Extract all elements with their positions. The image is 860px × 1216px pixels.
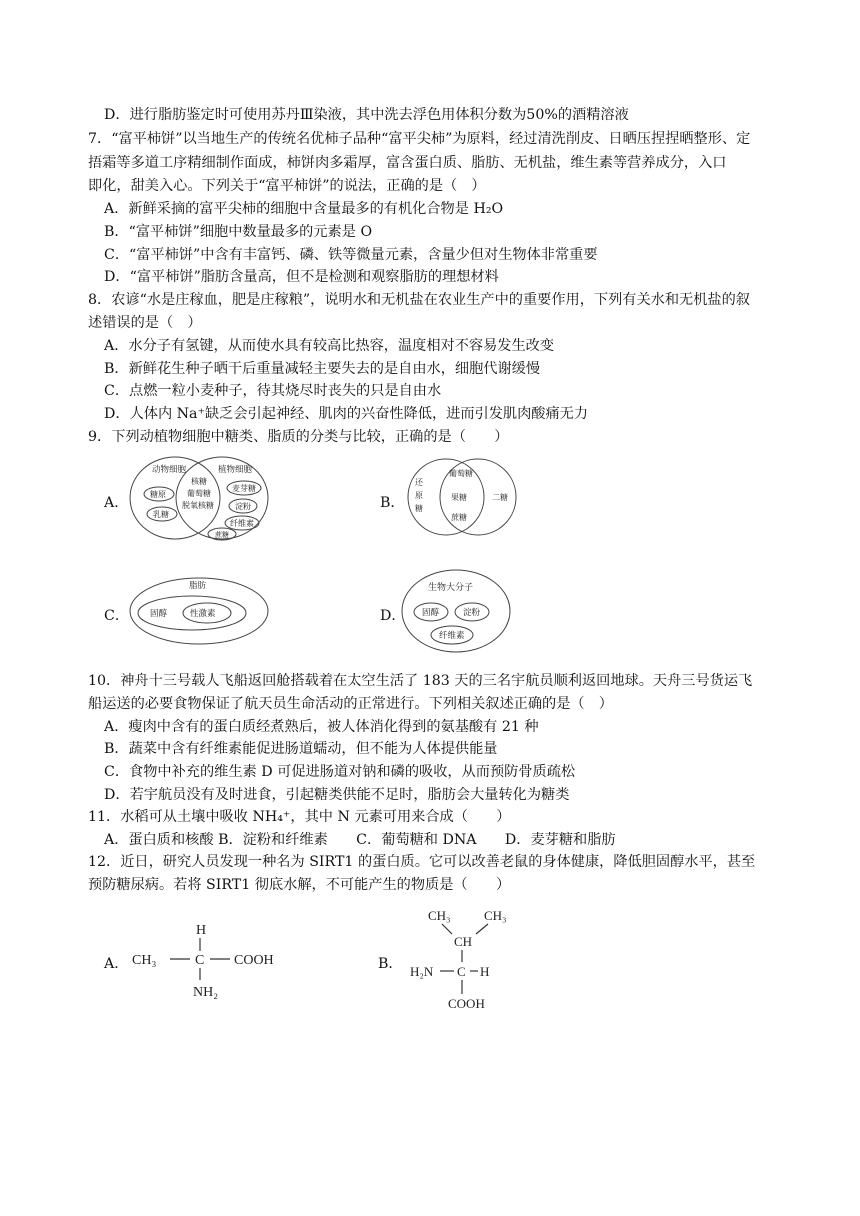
q6-option-d: D．进行脂肪鉴定时可使用苏丹Ⅲ染液，其中洗去浮色用体积分数为50%的酒精溶液 [104,107,629,123]
venn-b-reducing-sugar-1: 还 [415,478,423,487]
struct-a-cooh: COOH [234,953,274,968]
diagram-d-macromolecule: 生物大分子 [428,583,474,593]
venn-b-disaccharide: 二糖 [492,493,508,502]
venn-a-cellulose: 纤维素 [230,519,254,528]
q12-option-a-structure [130,916,300,1000]
q10-stem-line2: 船运送的必要食物保证了航天员生命活动的正常进行。下列相关叙述正确的是（ ） [88,696,613,712]
q12-stem-line1: 12．近日，研究人员发现一种名为 SIRT1 的蛋白质。它可以改善老鼠的身体健康，降低胆固醇水平，甚至 [88,854,756,870]
q9-stem: 9．下列动植物细胞中糖类、脂质的分类与比较，正确的是（ ） [88,429,509,445]
q10-option-a: A．瘦肉中含有的蛋白质经煮熟后，被人体消化得到的氨基酸有 21 种 [104,719,539,735]
q9-option-b-label: B． [380,495,405,511]
struct-a-ch3: CH₃ [132,953,157,968]
venn-a-glucose: 葡萄糖 [187,489,211,498]
q10-option-d: D．若宇航员没有及时进食，引起糖类供能不足时，脂肪会大量转化为糖类 [104,787,570,803]
q9-option-c-label: C． [104,608,130,624]
struct-b-ch3-left: CH₃ [428,908,451,923]
q9-option-a-venn [128,454,270,542]
struct-b-h2n: H₂N [410,964,434,979]
diagram-d-sterol: 固醇 [422,608,440,618]
q12-option-b-label: B． [378,956,403,972]
q7-option-b: B．“富平柿饼”细胞中数量最多的元素是 O [104,224,373,240]
struct-b-ch3-right: CH₃ [484,908,507,923]
diagram-c-sterol: 固醇 [150,609,168,619]
q7-option-c: C．“富平柿饼”中含有丰富钙、磷、铁等微量元素，含量少但对生物体非常重要 [104,247,598,263]
q8-option-a: A．水分子有氢键，从而使水具有较高比热容，温度相对不容易发生改变 [104,338,555,354]
struct-b-cooh: COOH [448,996,485,1011]
venn-a-left-title: 动物细胞 [152,465,187,475]
q7-stem-line2: 捂霜等多道工序精细制作面成，柿饼肉多霜厚，富含蛋白质、脂肪、无机盐，维生素等营养成分，入口 [88,155,727,171]
struct-a-c: C [195,953,205,968]
diagram-c-sex-hormone: 性激素 [190,609,216,619]
venn-b-reducing-sugar-3: 糖 [415,504,423,513]
venn-b-fructose: 果糖 [451,493,467,502]
q7-stem-line1: 7．“富平柿饼”以当地生产的传统名优柿子品种“富平尖柿”为原料，经过清洗削皮、日晒压捏捏晒整形、定 [88,131,751,147]
q8-option-d: D．人体内 Na⁺缺乏会引起神经、肌肉的兴奋性降低，进而引发肌肉酸痛无力 [104,406,589,422]
q10-stem-line1: 10．神舟十三号载人飞船返回舱搭载着在太空生活了 183 天的三名宇航员顺利返回地球。天舟三号货运飞 [88,673,753,689]
venn-b-glucose: 葡萄糖 [449,469,473,478]
venn-b-sucrose: 蔗糖 [451,513,467,522]
q8-stem-line2: 述错误的是（ ） [88,315,202,331]
venn-a-sucrose: 蔗糖 [215,531,229,539]
q7-option-a: A．新鲜采摘的富平尖柿的细胞中含量最多的有机化合物是 H₂O [104,201,504,217]
q12-option-b-structure [404,902,524,1016]
q10-option-c: C．食物中补充的维生素 D 可促进肠道对钠和磷的吸收，从而预防骨质疏松 [104,764,576,780]
q8-stem-line1: 8．农谚“水是庄稼血，肥是庄稼粮”，说明水和无机盐在农业生产中的重要作用，下列有关水和无机盐的叙 [88,292,750,308]
diagram-c-fat: 脂肪 [189,581,207,591]
struct-a-h: H [196,923,207,938]
q11-stem: 11．水稻可从土壤中吸收 NH₄⁺，其中 N 元素可用来合成（ ） [88,809,511,825]
struct-b-c: C [457,964,466,979]
q8-option-c: C．点燃一粒小麦种子，待其烧尽时丧失的只是自由水 [104,383,442,399]
venn-a-right-title: 植物细胞 [218,465,253,475]
q7-stem-line3: 即化，甜美入心。下列关于“富平柿饼”的说法，正确的是（ ） [88,178,486,194]
venn-a-lactose: 乳糖 [153,510,169,519]
q8-option-b: B．新鲜花生种子晒干后重量减轻主要失去的是自由水，细胞代谢缓慢 [104,361,541,377]
q9-option-a-label: A． [104,495,129,511]
q9-option-c-diagram [128,576,270,646]
struct-a-nh2: NH₂ [193,985,219,1000]
struct-b-ch: CH [454,934,473,949]
venn-a-deoxyribose: 脱氧核糖 [182,501,214,510]
venn-a-starch: 淀粉 [235,502,251,511]
q9-option-b-venn [406,452,518,542]
q7-option-d: D．“富平柿饼”脂肪含量高，但不是检测和观察脂肪的理想材料 [104,269,499,285]
venn-a-glycogen: 糖原 [150,490,166,499]
venn-a-maltose: 麦芽糖 [232,484,256,493]
q10-option-b: B．蔬菜中含有纤维素能促进肠道蠕动，但不能为人体提供能量 [104,741,498,757]
q9-option-d-label: D． [380,608,406,624]
venn-b-reducing-sugar-2: 原 [415,491,423,500]
q11-options: A．蛋白质和核酸 B．淀粉和纤维素 C．葡萄糖和 DNA D．麦芽糖和脂肪 [104,832,616,848]
struct-b-h: H [480,964,490,979]
q12-stem-line2: 预防糖尿病。若将 SIRT1 彻底水解，不可能产生的物质是（ ） [88,877,511,893]
venn-a-ribose: 核糖 [191,477,207,486]
diagram-d-cellulose: 纤维素 [439,631,465,641]
q12-option-a-label: A． [104,956,129,972]
diagram-d-starch: 淀粉 [463,608,481,618]
q9-option-d-diagram [400,568,512,654]
